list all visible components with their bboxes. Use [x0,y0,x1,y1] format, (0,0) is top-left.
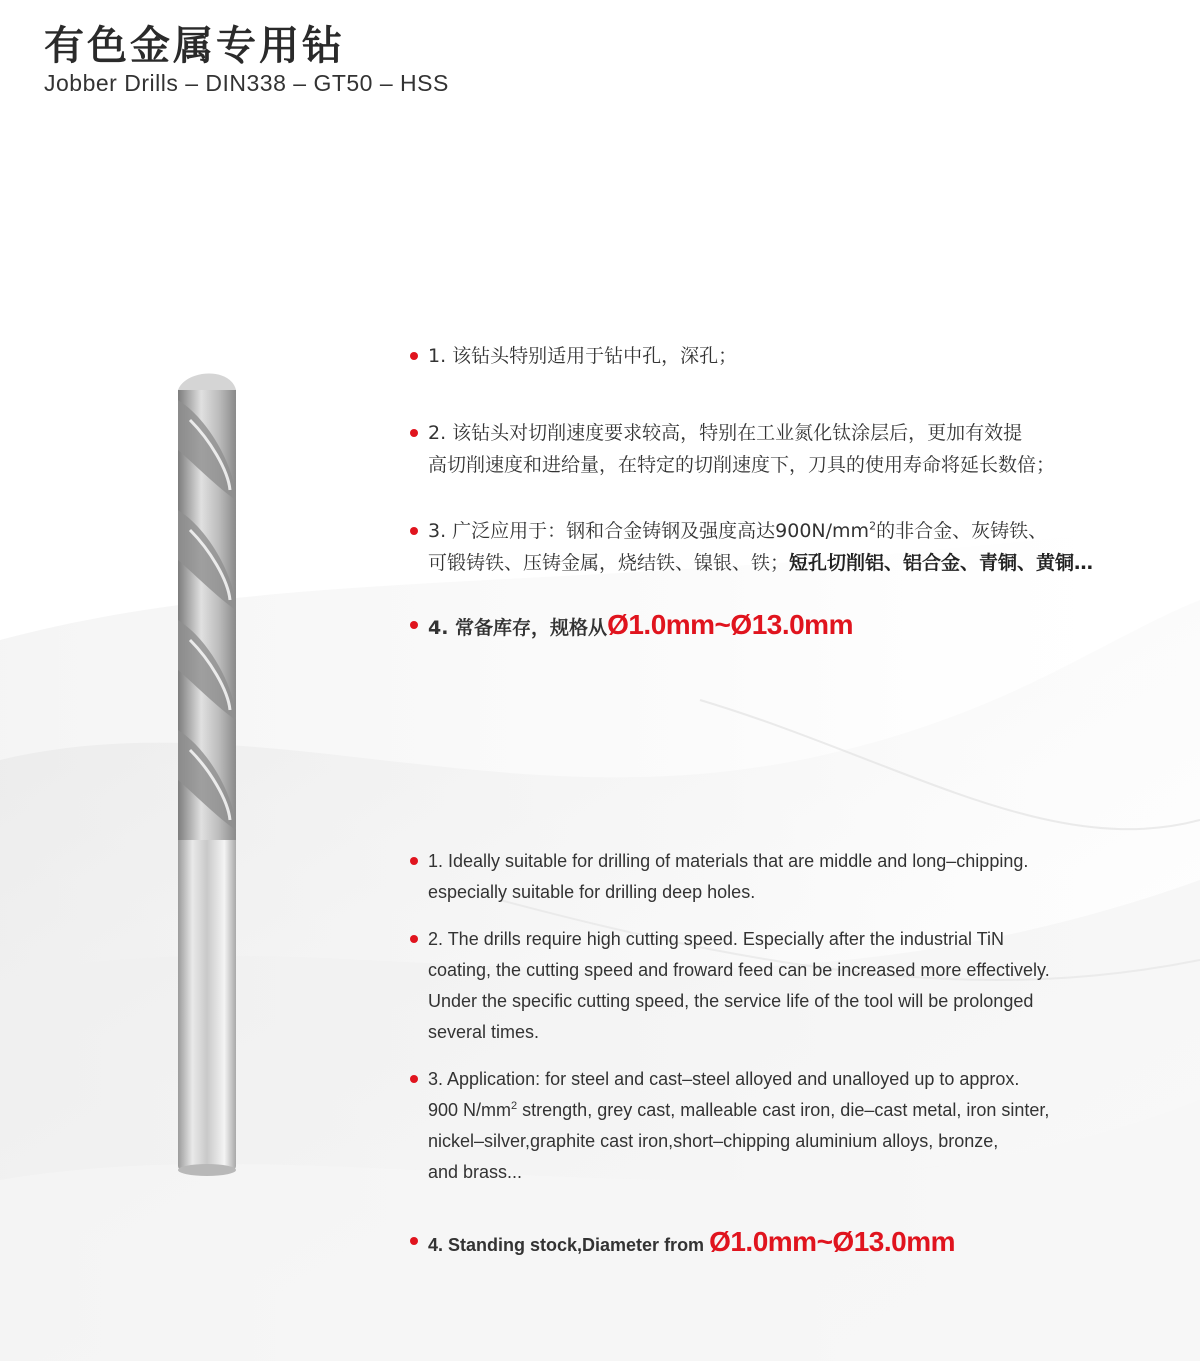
feature-cn-3: 3. 广泛应用于：钢和合金铸钢及强度高达$900N/mm^2$的非合金、灰铸铁、 可锻铸铁、压铸金属，烧结铁、镍银、铁；短孔切削铝、铝合金、青铜、黄铜… [408,515,1168,579]
drill-bit-image [150,360,260,1180]
feature-list-en [408,846,1168,1261]
bullet-dot-icon [410,1075,418,1083]
bullet-dot-icon [410,935,418,943]
feature-en-2: 2. The drills require high cutting speed. Especially after the industrial TiN coating, the cutting speed and froward feed can be increased more effectively. Under the specific cutting speed, the service life of the tool will be prolonged several times. [408,924,1168,1048]
bullet-dot-icon [410,352,418,360]
bullet-dot-icon [410,857,418,865]
feature-en-1: 1. Ideally suitable for drilling of materials that are middle and long–chipping. especially suitable for drilling deep holes. [408,846,1168,908]
feature-cn-1: 1. 该钻头特别适用于钻中孔，深孔； [408,340,1168,372]
feature-list-cn [408,340,1168,644]
bullet-dot-icon [410,429,418,437]
page-title: 有色金属专用钻 [44,23,345,69]
bullet-dot-icon [410,1237,418,1245]
size-range-en: Ø1.0mm~Ø13.0mm [709,1226,955,1257]
bullet-dot-icon [410,621,418,629]
size-range-cn: Ø1.0mm~Ø13.0mm [607,609,853,640]
feature-en-4: 4. Standing stock,Diameter from Ø1.0mm~Ø13.0mm [408,1226,1168,1261]
feature-cn-4: 4. 常备库存，规格从Ø1.0mm~Ø13.0mm [408,609,1168,644]
page-subtitle: Jobber Drills – DIN338 – GT50 – HSS [44,70,449,96]
feature-en-3: 3. Application: for steel and cast–steel alloyed and unalloyed up to approx. 900 $N/mm^2$ strength, grey cast, malleable cast iron, die–cast metal, iron sinter, nickel–silver,graphite cast iron,short–chipping aluminium alloys, bronze, and brass... [408,1064,1168,1188]
header [44,22,449,98]
bullet-dot-icon [410,527,418,535]
feature-cn-2: 2. 该钻头对切削速度要求较高，特别在工业氮化钛涂层后，更加有效提 高切削速度和进给量，在特定的切削速度下，刀具的使用寿命将延长数倍； [408,417,1168,481]
